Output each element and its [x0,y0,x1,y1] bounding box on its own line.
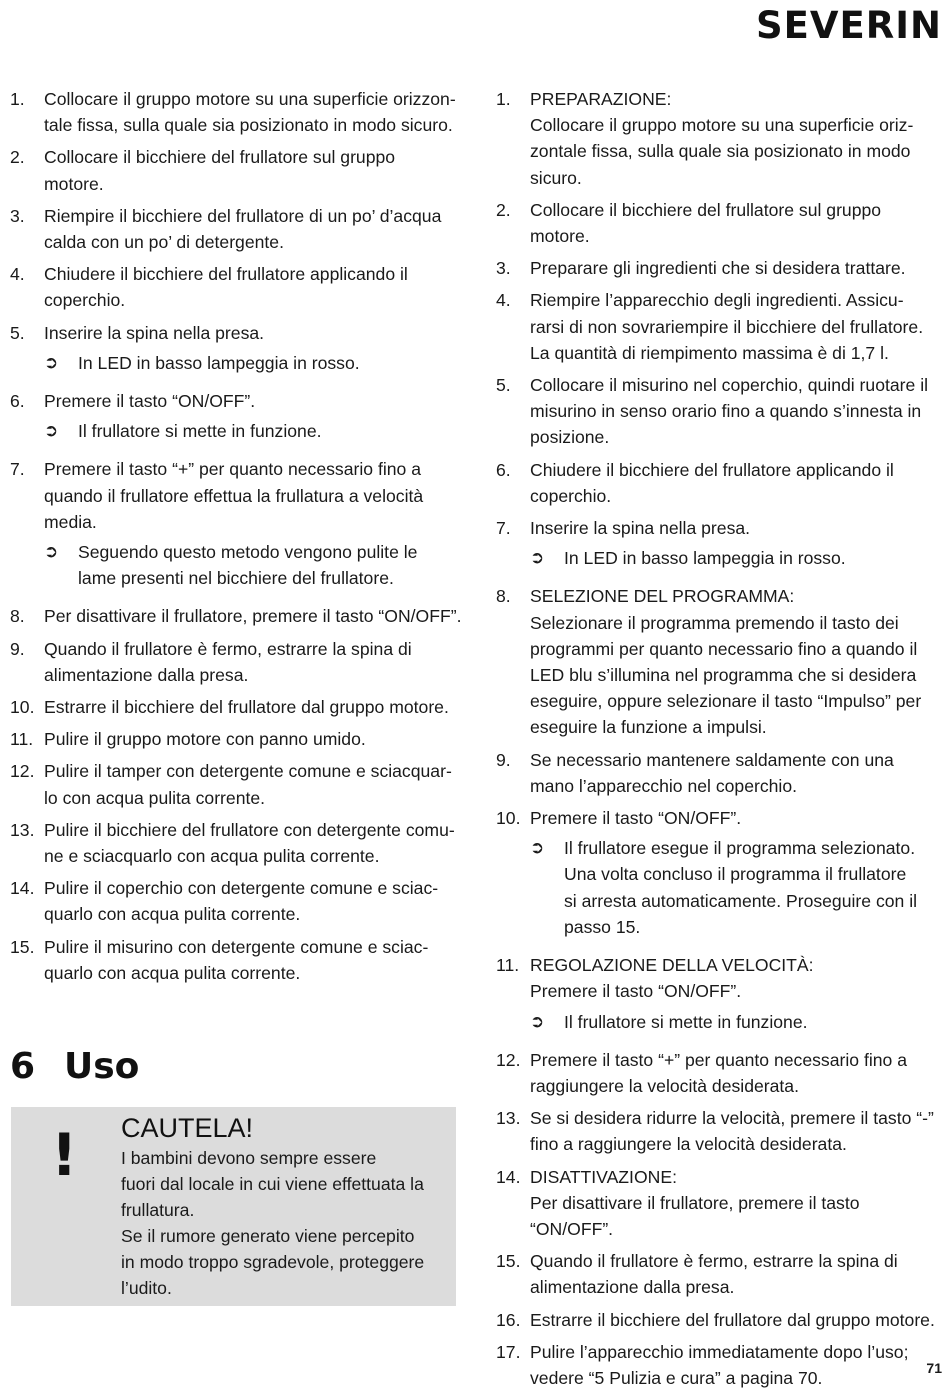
step-number: 4. [496,290,511,311]
step-body [530,457,944,509]
step-number: 5. [496,375,511,396]
step-text: Pulire l’apparecchio immediatamente dopo l’uso; vedere “5 Pulizia e cura” a pagina 70. [530,1341,909,1388]
step-result [44,350,470,376]
result-text: Seguendo questo metodo vengono pulite le lame presenti nel bicchiere del frullatore. [78,542,418,589]
step-text: SELEZIONE DEL PROGRAMMA: Selezionare il programma premendo il tasto dei programmi per quanto necessario fino a quando il LED blu s’illumina nel programma che si desidera eseguire, oppure selezionare il tasto “Impulso” per eseguire la funzione a impulsi. [530,586,922,738]
step-text: Riempire l’apparecchio degli ingredienti. Assicu- rarsi di non sovrariempire il bicchiere del frullatore. La quantità di riempimento massima è di 1,7 l. [530,290,924,363]
page-number: 71 [926,1360,942,1376]
result-text: Il frullatore si mette in funzione. [564,1011,808,1032]
step-number: 1. [496,89,511,109]
step-number: 9. [496,749,511,770]
list-item [496,372,944,451]
step-number: 11. [496,955,520,976]
result-text: In LED in basso lampeggia in rosso. [78,352,360,373]
list-item [10,603,470,629]
list-item [496,255,944,281]
step-text: Premere il tasto “+” per quanto necessario fino a raggiungere la velocità desiderata. [530,1049,907,1096]
step-number: 2. [496,199,511,220]
caution-text: I bambini devono sempre essere fuori dal locale in cui viene effettuata la frullatura. Se il rumore generato viene percepito in modo troppo sgradevole, proteggere l’udito. [121,1148,425,1298]
list-item [496,1339,944,1391]
step-text: Se necessario mantenere saldamente con una mano l’apparecchio nel coperchio. [530,749,894,796]
step-body [530,1339,944,1391]
list-item [496,287,944,366]
result-arrow-icon: ➲ [530,1011,545,1031]
step-body [530,1105,944,1157]
step-text: Collocare il misurino nel coperchio, quindi ruotare il misurino in senso orario fino a quando s’innesta in posizione. [530,375,929,448]
step-body [44,144,470,196]
step-number: 13. [10,819,35,840]
step-number: 6. [496,459,511,480]
step-body [44,694,470,720]
step-body [530,287,944,366]
step-number: 12. [496,1049,521,1070]
step-number: 10. [10,697,35,718]
step-number: 7. [10,459,25,480]
step-text: Preparare gli ingredienti che si desidera trattare. [530,258,906,279]
list-item [496,1248,944,1300]
caution-box [11,1107,456,1306]
step-body [530,583,944,740]
step-body [530,197,944,249]
step-text: Pulire il misurino con detergente comune e sciac- quarlo con acqua pulita corrente. [44,936,429,983]
step-body [530,1307,944,1333]
step-body [44,817,470,869]
result-arrow-icon: ➲ [44,542,59,562]
step-result [530,1009,944,1035]
step-number: 13. [496,1108,521,1129]
cleaning-steps-list [10,86,470,992]
step-number: 9. [10,638,25,659]
step-body [44,758,470,810]
caution-title: CAUTELA! [121,1113,254,1143]
step-body [44,603,470,629]
step-body [530,952,944,1041]
step-text: Riempire il bicchiere del frullatore di un po’ d’acqua calda con un po’ di detergente. [44,205,442,253]
step-text: Premere il tasto “ON/OFF”. [44,391,256,412]
step-body [44,388,470,450]
step-body [44,636,470,688]
step-body [530,372,944,451]
result-arrow-icon: ➲ [530,838,545,858]
result-text: In LED in basso lampeggia in rosso. [564,548,846,569]
list-item [10,817,470,869]
step-text: REGOLAZIONE DELLA VELOCITÀ: Premere il tasto “ON/OFF”. [530,955,814,1002]
step-body [44,203,470,255]
step-number: 6. [10,391,25,412]
list-item [10,261,470,313]
step-number: 17. [496,1341,521,1362]
list-item [496,805,944,946]
step-text: PREPARAZIONE: Collocare il gruppo motore su una superficie oriz- zontale fissa, sulla quale sia posizionato in modo sicuro. [530,89,914,188]
step-body [530,255,944,281]
step-number: 16. [496,1309,521,1330]
step-text: Estrarre il bicchiere del frullatore dal gruppo motore. [44,697,449,718]
step-body [44,86,470,138]
list-item [10,144,470,196]
step-body [530,747,944,799]
usage-steps-list [496,86,944,1397]
result-text: Il frullatore esegue il programma selezionato. Una volta concluso il programma il frullatore si arresta automaticamente. Proseguire con il passo 15. [564,838,918,937]
list-item [10,758,470,810]
result-text: Il frullatore si mette in funzione. [78,421,322,442]
step-text: Per disattivare il frullatore, premere il tasto “ON/OFF”. [44,606,462,627]
section-number: 6 [10,1046,36,1087]
step-number: 12. [10,761,35,782]
step-body [44,320,470,382]
list-item [10,203,470,255]
list-item [10,86,470,138]
step-number: 2. [10,147,25,168]
step-body [44,456,470,597]
step-number: 14. [10,878,35,899]
list-item [496,1164,944,1243]
list-item [10,636,470,688]
step-text: Se si desidera ridurre la velocità, premere il tasto “-” fino a raggiungere la velocità desiderata. [530,1108,934,1155]
list-item [496,1105,944,1157]
step-number: 3. [10,205,25,226]
step-text: Chiudere il bicchiere del frullatore applicando il coperchio. [530,459,894,506]
step-body [530,1047,944,1099]
step-number: 8. [10,606,25,627]
step-body [530,86,944,191]
section-heading [10,1046,139,1087]
section-title: Uso [64,1046,140,1087]
list-item [10,726,470,752]
step-number: 8. [496,586,511,607]
step-text: Chiudere il bicchiere del frullatore applicando il coperchio. [44,264,408,311]
step-text: Pulire il tamper con detergente comune e sciacquar- lo con acqua pulita corrente. [44,761,452,808]
step-result [44,539,470,591]
step-number: 4. [10,264,25,285]
step-result [530,545,944,571]
result-arrow-icon: ➲ [44,352,59,372]
list-item [10,875,470,927]
step-body [44,875,470,927]
list-item [10,934,470,986]
list-item [496,86,944,191]
step-number: 5. [10,322,25,343]
result-arrow-icon: ➲ [44,421,59,441]
step-body [530,515,944,577]
step-body [44,726,470,752]
list-item [496,515,944,577]
step-text: DISATTIVAZIONE: Per disattivare il frullatore, premere il tasto “ON/OFF”. [530,1166,860,1239]
step-text: Estrarre il bicchiere del frullatore dal gruppo motore. [530,1309,935,1330]
list-item [496,952,944,1041]
list-item [10,456,470,597]
step-body [530,1164,944,1243]
step-number: 14. [496,1166,521,1187]
step-text: Collocare il bicchiere del frullatore sul gruppo motore. [530,199,882,247]
warning-icon: ! [51,1121,78,1189]
step-text: Inserire la spina nella presa. [530,518,751,539]
list-item [496,457,944,509]
list-item [10,694,470,720]
step-text: Premere il tasto “ON/OFF”. [530,808,742,829]
result-arrow-icon: ➲ [530,548,545,568]
step-text: Premere il tasto “+” per quanto necessario fino a quando il frullatore effettua la frullatura a velocità media. [44,459,424,532]
list-item [496,1307,944,1333]
step-number: 15. [496,1251,521,1272]
step-number: 15. [10,936,35,957]
step-text: Pulire il bicchiere del frullatore con detergente comu- ne e sciacquarlo con acqua pulita corrente. [44,819,455,867]
step-number: 3. [496,258,511,279]
list-item [496,1047,944,1099]
step-text: Quando il frullatore è fermo, estrarre la spina di alimentazione dalla presa. [530,1251,898,1298]
step-body [44,261,470,313]
step-body [44,934,470,986]
brand-logo: SEVERIN [755,4,942,47]
step-number: 11. [10,729,34,750]
step-text: Collocare il gruppo motore su una superficie orizzon- tale fissa, sulla quale sia posizionato in modo sicuro. [44,89,456,136]
step-result [530,835,944,940]
step-body [530,1248,944,1300]
step-text: Pulire il gruppo motore con panno umido. [44,729,366,750]
list-item [10,388,470,450]
step-result [44,418,470,444]
step-text: Pulire il coperchio con detergente comune e sciac- quarlo con acqua pulita corrente. [44,878,439,925]
step-body [530,805,944,946]
step-number: 10. [496,808,521,829]
step-text: Quando il frullatore è fermo, estrarre la spina di alimentazione dalla presa. [44,638,412,685]
step-number: 7. [496,518,511,539]
step-text: Inserire la spina nella presa. [44,322,265,343]
list-item [496,747,944,799]
list-item [496,197,944,249]
list-item [10,320,470,382]
list-item [496,583,944,740]
step-text: Collocare il bicchiere del frullatore sul gruppo motore. [44,147,396,194]
step-number: 1. [10,89,25,109]
